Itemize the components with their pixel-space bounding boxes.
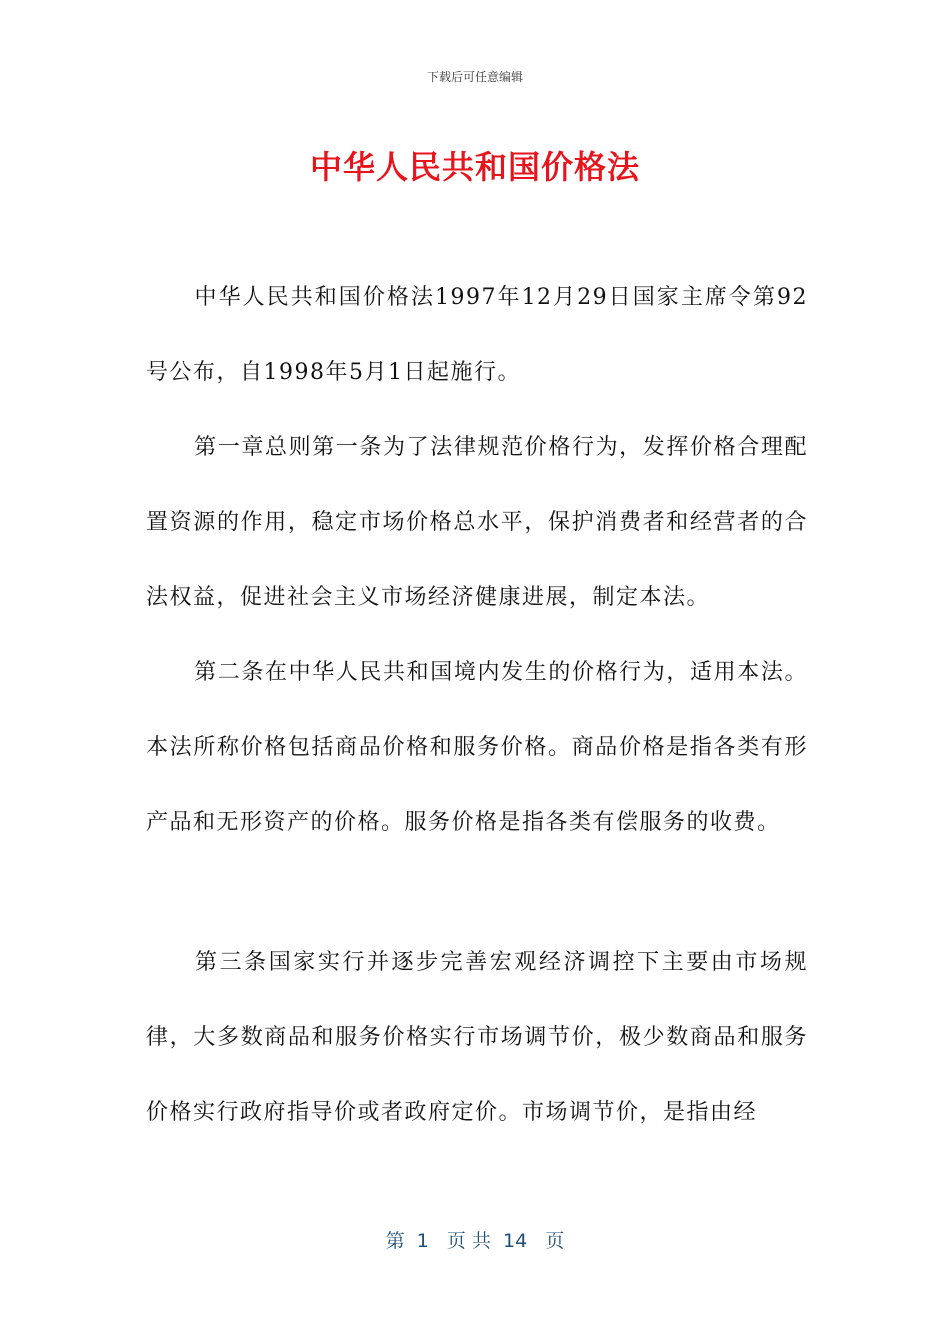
paragraph-text: 中华人民共和国价格法1997年12月29日国家主席令第92号公布，自1998年5月1日起施行。 xyxy=(146,285,808,385)
header-note: 下载后可任意编辑 xyxy=(426,70,523,84)
paragraph-3 xyxy=(146,635,808,860)
paragraph-4 xyxy=(146,925,808,1150)
paragraph-text: 第三条国家实行并逐步完善宏观经济调控下主要由市场规律，大多数商品和服务价格实行市场调节价，极少数商品和服务价格实行政府指导价或者政府定价。市场调节价，是指由经 xyxy=(146,950,808,1125)
paragraph-text: 第二条在中华人民共和国境内发生的价格行为，适用本法。本法所称价格包括商品价格和服务价格。商品价格是指各类有形产品和无形资产的价格。服务价格是指各类有偿服务的收费。 xyxy=(146,660,808,835)
paragraph-1 xyxy=(146,260,808,410)
page-footer: 第 1 页 共 14 页 xyxy=(385,1230,565,1252)
document-title: 中华人民共和国价格法 xyxy=(309,148,640,186)
paragraph-2 xyxy=(146,410,808,635)
paragraph-text: 第一章总则第一条为了法律规范价格行为，发挥价格合理配置资源的作用，稳定市场价格总水平，保护消费者和经营者的合法权益，促进社会主义市场经济健康进展，制定本法。 xyxy=(146,435,808,610)
